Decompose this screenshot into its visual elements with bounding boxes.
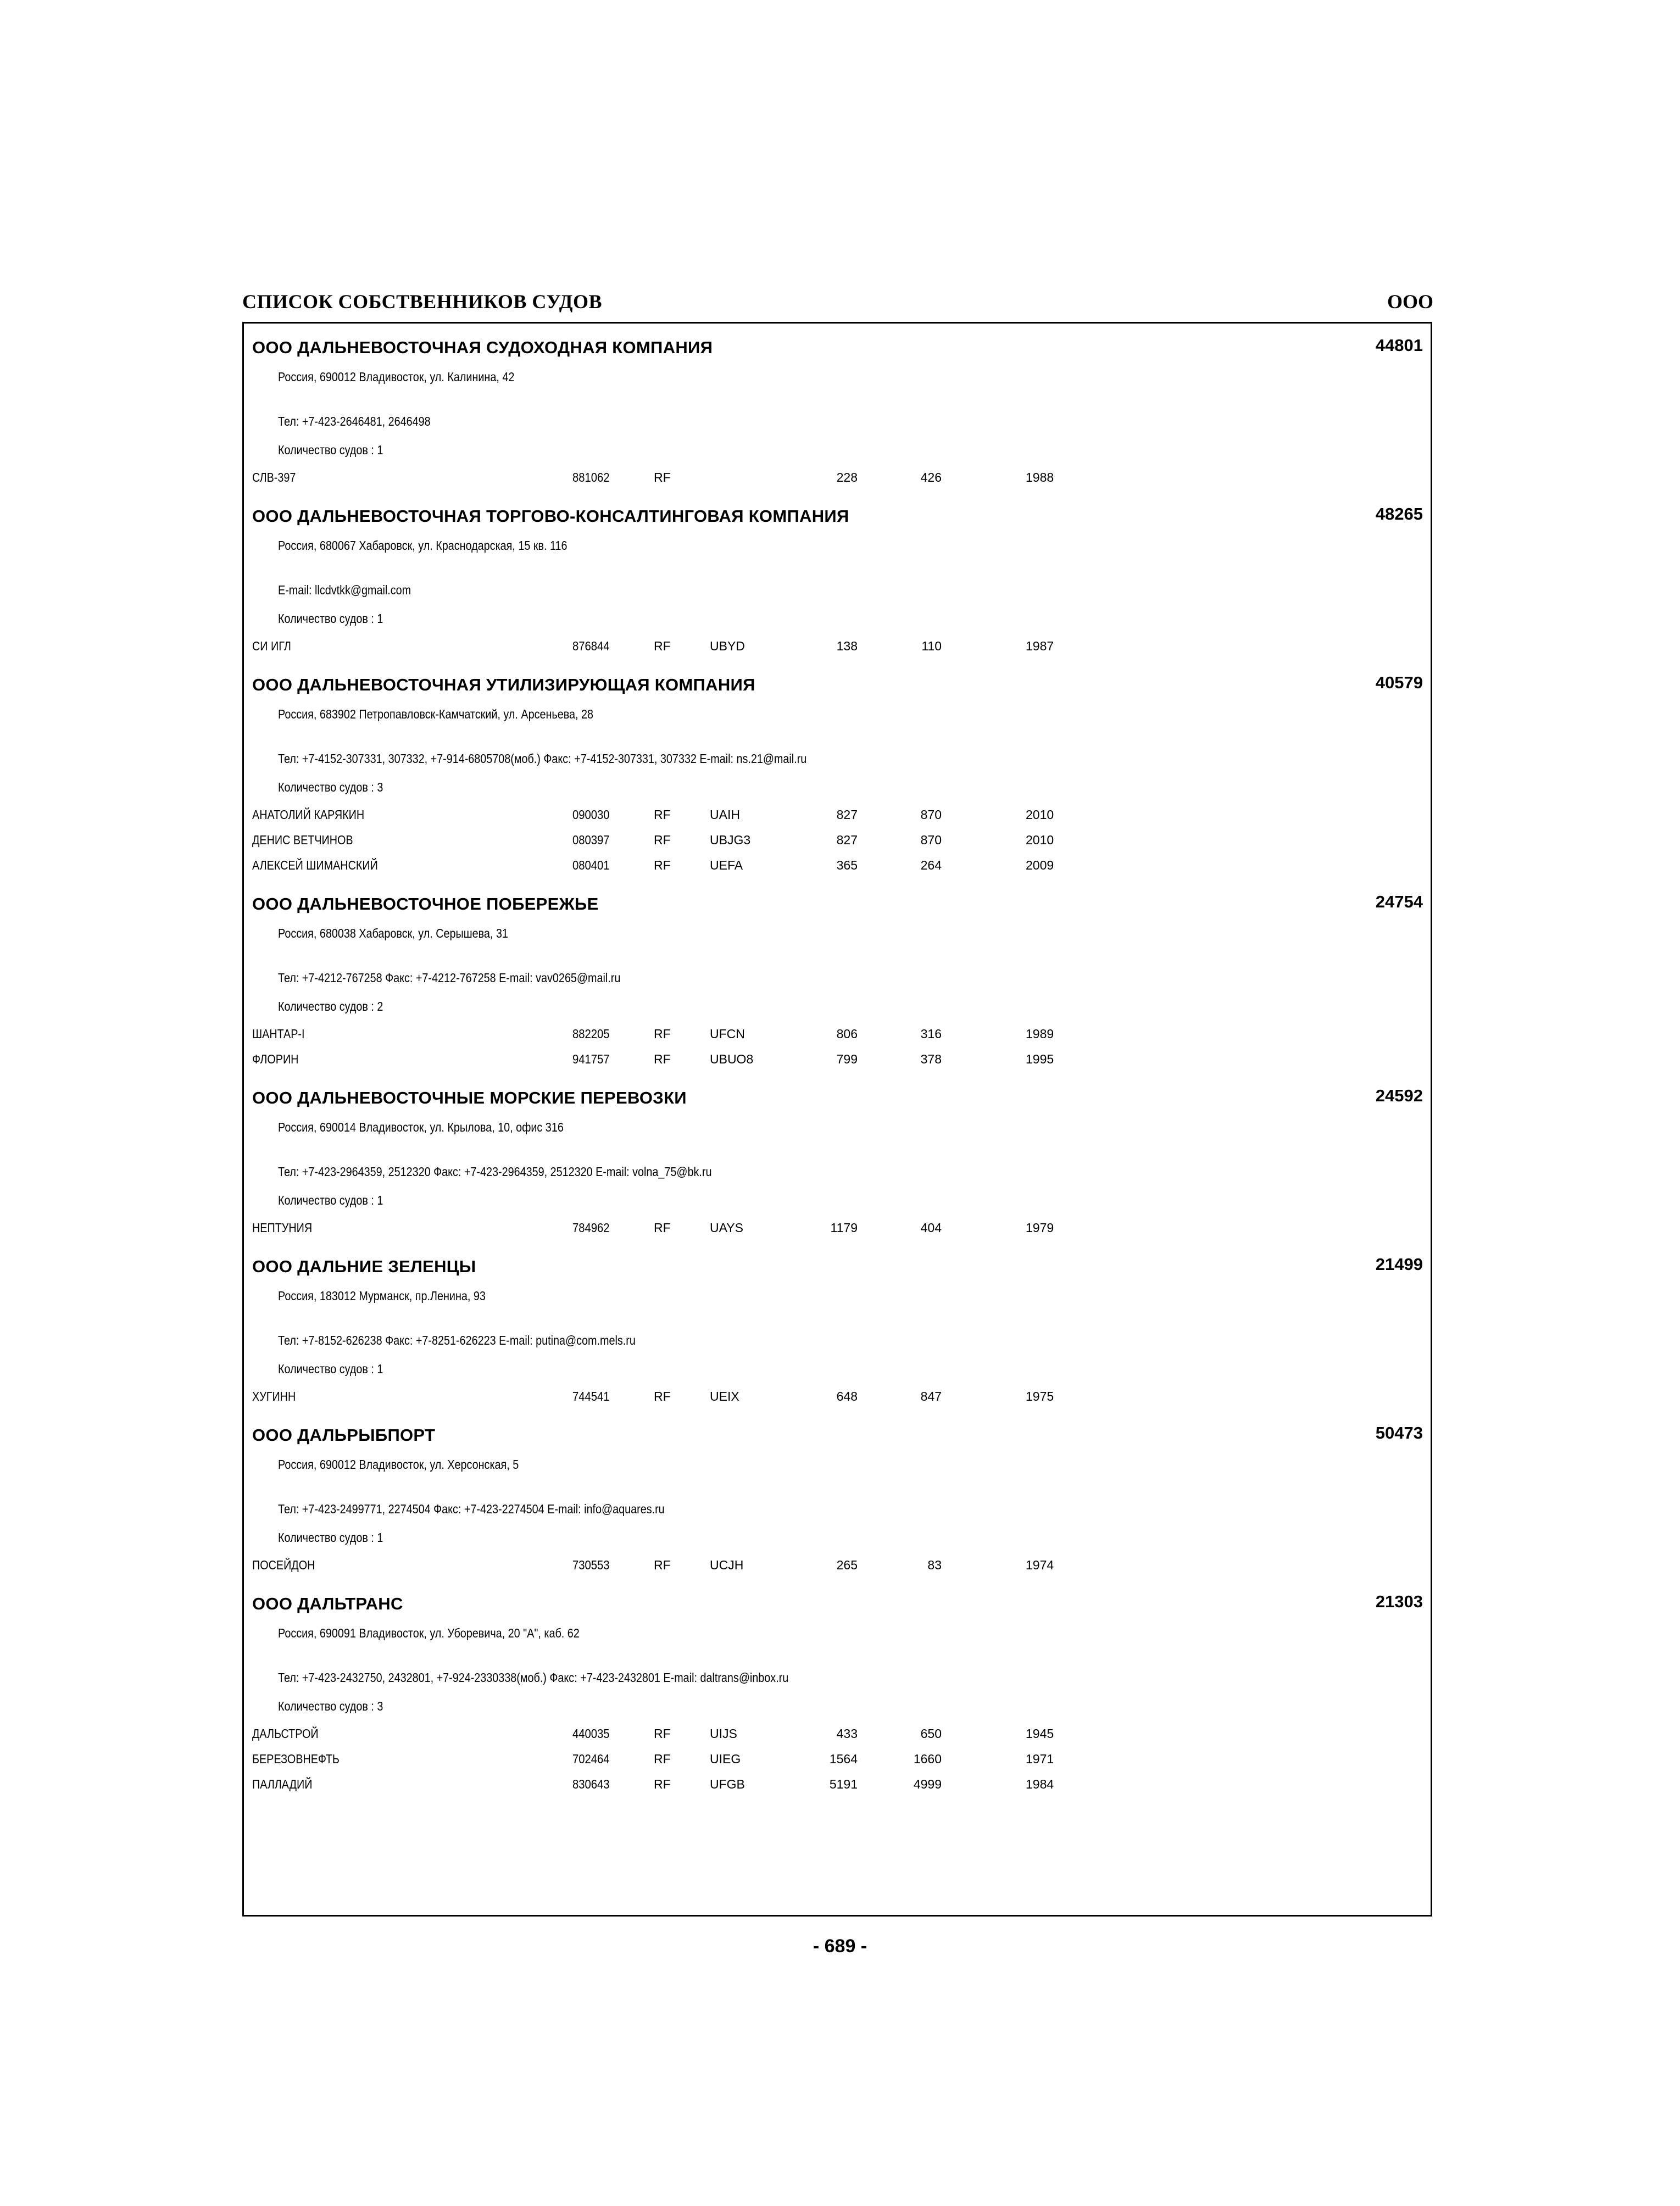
- vessel-year: 1975: [1026, 1389, 1054, 1403]
- vessel-row: [244, 1389, 1431, 1409]
- vessel-flag: RF: [654, 639, 671, 653]
- vessel-gt: 827: [836, 833, 858, 847]
- company-id: 50473: [1375, 1423, 1423, 1442]
- vessel-count: Количество судов : 3: [278, 780, 383, 794]
- vessel-year: 1974: [1026, 1558, 1054, 1572]
- vessel-gt: 365: [836, 858, 858, 872]
- vessel-dwt: 1660: [913, 1752, 942, 1766]
- vessel-gt: 1179: [830, 1221, 858, 1235]
- vessel-row: [244, 1221, 1431, 1240]
- company-address: Россия, 690012 Владивосток, ул. Херсонская, 5: [278, 1457, 519, 1472]
- company-id: 21303: [1375, 1592, 1423, 1611]
- vessel-number: 830643: [572, 1777, 610, 1791]
- vessel-name: ДАЛЬСТРОЙ: [252, 1726, 319, 1741]
- vessel-callsign: UAIH: [710, 807, 740, 822]
- vessel-gt: 5191: [829, 1777, 858, 1791]
- vessel-row: [244, 1752, 1431, 1772]
- vessel-callsign: UIEG: [710, 1752, 741, 1766]
- vessel-dwt: 378: [920, 1052, 942, 1066]
- vessel-year: 1945: [1026, 1726, 1054, 1741]
- vessel-name: ПАЛЛАДИЙ: [252, 1777, 313, 1791]
- vessel-gt: 806: [836, 1027, 858, 1041]
- vessel-name: ПОСЕЙДОН: [252, 1558, 315, 1572]
- company-id: 48265: [1375, 504, 1423, 523]
- vessel-name: АНАТОЛИЙ КАРЯКИН: [252, 807, 365, 822]
- section-label: ООО: [1387, 291, 1433, 313]
- company-name: ООО ДАЛЬРЫБПОРТ: [252, 1425, 436, 1445]
- vessel-number: 882205: [572, 1027, 610, 1041]
- vessel-flag: RF: [654, 1726, 671, 1741]
- vessel-row: [244, 833, 1431, 853]
- vessel-year: 1995: [1026, 1052, 1054, 1066]
- vessel-name: СИ ИГЛ: [252, 639, 291, 653]
- vessel-name: ДЕНИС ВЕТЧИНОВ: [252, 833, 353, 847]
- vessel-number: 702464: [572, 1752, 610, 1766]
- company-address: Россия, 680038 Хабаровск, ул. Серышева, 31: [278, 926, 508, 940]
- vessel-flag: RF: [654, 1752, 671, 1766]
- company-address: Россия, 690012 Владивосток, ул. Калинина, 42: [278, 370, 515, 384]
- vessel-dwt: 650: [920, 1726, 942, 1741]
- company-contacts: Тел: +7-423-2499771, 2274504 Факс: +7-423-2274504 E-mail: info@aquares.ru: [278, 1502, 665, 1516]
- vessel-year: 1984: [1026, 1777, 1054, 1791]
- company-id: 24754: [1375, 892, 1423, 911]
- vessel-row: [244, 1777, 1431, 1797]
- vessel-count: Количество судов : 2: [278, 999, 383, 1013]
- company-id: 21499: [1375, 1255, 1423, 1274]
- company-name: ООО ДАЛЬНЕВОСТОЧНОЕ ПОБЕРЕЖЬЕ: [252, 894, 599, 913]
- company-id: 44801: [1375, 336, 1423, 355]
- vessel-flag: RF: [654, 470, 671, 484]
- vessel-name: СЛВ-397: [252, 470, 296, 484]
- vessel-dwt: 4999: [913, 1777, 942, 1791]
- vessel-gt: 827: [836, 807, 858, 822]
- vessel-number: 440035: [572, 1726, 610, 1741]
- company-address: Россия, 690091 Владивосток, ул. Уборевича, 20 "А", каб. 62: [278, 1626, 580, 1640]
- vessel-dwt: 426: [920, 470, 942, 484]
- vessel-callsign: UCJH: [710, 1558, 744, 1572]
- vessel-dwt: 110: [921, 639, 942, 653]
- vessel-year: 1989: [1026, 1027, 1054, 1041]
- owners-list-frame: [242, 322, 1432, 1917]
- vessel-name: НЕПТУНИЯ: [252, 1221, 313, 1235]
- vessel-number: 744541: [572, 1389, 610, 1403]
- vessel-callsign: UBUO8: [710, 1052, 754, 1066]
- vessel-dwt: 316: [920, 1027, 942, 1041]
- vessel-year: 1971: [1026, 1752, 1054, 1766]
- vessel-dwt: 847: [920, 1389, 942, 1403]
- vessel-count: Количество судов : 1: [278, 1362, 383, 1376]
- vessel-year: 1979: [1026, 1221, 1054, 1235]
- company-contacts: Тел: +7-423-2646481, 2646498: [278, 414, 431, 428]
- vessel-row: [244, 1726, 1431, 1746]
- vessel-callsign: UEFA: [710, 858, 743, 872]
- vessel-count: Количество судов : 1: [278, 1530, 383, 1545]
- vessel-gt: 433: [836, 1726, 858, 1741]
- vessel-year: 2010: [1026, 807, 1054, 822]
- vessel-flag: RF: [654, 807, 671, 822]
- vessel-row: [244, 470, 1431, 490]
- vessel-dwt: 264: [920, 858, 942, 872]
- company-address: Россия, 680067 Хабаровск, ул. Краснодарская, 15 кв. 116: [278, 538, 568, 553]
- vessel-row: [244, 858, 1431, 878]
- vessel-count: Количество судов : 3: [278, 1699, 383, 1713]
- vessel-flag: RF: [654, 1777, 671, 1791]
- company-name: ООО ДАЛЬНЕВОСТОЧНАЯ СУДОХОДНАЯ КОМПАНИЯ: [252, 338, 713, 357]
- vessel-callsign: UFCN: [710, 1027, 745, 1041]
- vessel-count: Количество судов : 1: [278, 443, 383, 457]
- vessel-dwt: 83: [927, 1558, 942, 1572]
- vessel-callsign: UEIX: [710, 1389, 739, 1403]
- company-contacts: Тел: +7-423-2964359, 2512320 Факс: +7-423-2964359, 2512320 E-mail: volna_75@bk.ru: [278, 1165, 712, 1179]
- vessel-row: [244, 807, 1431, 827]
- vessel-dwt: 404: [920, 1221, 942, 1235]
- vessel-flag: RF: [654, 858, 671, 872]
- vessel-flag: RF: [654, 1558, 671, 1572]
- company-name: ООО ДАЛЬНЕВОСТОЧНЫЕ МОРСКИЕ ПЕРЕВОЗКИ: [252, 1088, 687, 1107]
- company-address: Россия, 683902 Петропавловск-Камчатский, ул. Арсеньева, 28: [278, 707, 593, 721]
- vessel-callsign: UAYS: [710, 1221, 743, 1235]
- company-name: ООО ДАЛЬНИЕ ЗЕЛЕНЦЫ: [252, 1257, 476, 1276]
- page-header: [242, 285, 1433, 317]
- document-title: СПИСОК СОБСТВЕННИКОВ СУДОВ: [242, 291, 603, 313]
- vessel-name: АЛЕКСЕЙ ШИМАНСКИЙ: [252, 858, 378, 872]
- vessel-year: 1987: [1026, 639, 1054, 653]
- vessel-row: [244, 639, 1431, 659]
- company-name: ООО ДАЛЬНЕВОСТОЧНАЯ УТИЛИЗИРУЮЩАЯ КОМПАНИЯ: [252, 675, 755, 694]
- vessel-name: БЕРЕЗОВНЕФТЬ: [252, 1752, 340, 1766]
- company-contacts: Тел: +7-4152-307331, 307332, +7-914-6805708(моб.) Факс: +7-4152-307331, 307332 E-mail: ns.21@mail.ru: [278, 751, 807, 766]
- vessel-callsign: UFGB: [710, 1777, 745, 1791]
- vessel-row: [244, 1027, 1431, 1046]
- company-id: 40579: [1375, 673, 1423, 692]
- vessel-gt: 799: [836, 1052, 858, 1066]
- vessel-number: 941757: [572, 1052, 610, 1066]
- vessel-row: [244, 1052, 1431, 1072]
- vessel-callsign: UBYD: [710, 639, 745, 653]
- vessel-gt: 228: [836, 470, 858, 484]
- vessel-row: [244, 1558, 1431, 1578]
- vessel-flag: RF: [654, 1221, 671, 1235]
- vessel-gt: 1564: [829, 1752, 858, 1766]
- vessel-dwt: 870: [920, 807, 942, 822]
- vessel-number: 784962: [572, 1221, 610, 1235]
- company-address: Россия, 183012 Мурманск, пр.Ленина, 93: [278, 1289, 486, 1303]
- vessel-flag: RF: [654, 833, 671, 847]
- company-contacts: E-mail: llcdvtkk@gmail.com: [278, 583, 411, 597]
- vessel-gt: 138: [836, 639, 858, 653]
- vessel-year: 2009: [1026, 858, 1054, 872]
- company-contacts: Тел: +7-8152-626238 Факс: +7-8251-626223 E-mail: putina@com.mels.ru: [278, 1333, 636, 1347]
- vessel-gt: 648: [836, 1389, 858, 1403]
- vessel-name: ФЛОРИН: [252, 1052, 299, 1066]
- vessel-flag: RF: [654, 1027, 671, 1041]
- company-contacts: Тел: +7-423-2432750, 2432801, +7-924-2330338(моб.) Факс: +7-423-2432801 E-mail: daltrans@inbox.ru: [278, 1670, 789, 1685]
- vessel-number: 090030: [572, 807, 610, 822]
- vessel-number: 080397: [572, 833, 610, 847]
- vessel-number: 080401: [572, 858, 610, 872]
- vessel-year: 1988: [1026, 470, 1054, 484]
- vessel-count: Количество судов : 1: [278, 1193, 383, 1207]
- vessel-name: ХУГИНН: [252, 1389, 296, 1403]
- vessel-number: 881062: [572, 470, 610, 484]
- vessel-callsign: UIJS: [710, 1726, 737, 1741]
- company-address: Россия, 690014 Владивосток, ул. Крылова, 10, офис 316: [278, 1120, 564, 1134]
- company-contacts: Тел: +7-4212-767258 Факс: +7-4212-767258 E-mail: vav0265@mail.ru: [278, 971, 621, 985]
- vessel-dwt: 870: [920, 833, 942, 847]
- company-id: 24592: [1375, 1086, 1423, 1105]
- vessel-number: 876844: [572, 639, 610, 653]
- vessel-gt: 265: [836, 1558, 858, 1572]
- vessel-callsign: UBJG3: [710, 833, 751, 847]
- company-name: ООО ДАЛЬНЕВОСТОЧНАЯ ТОРГОВО-КОНСАЛТИНГОВАЯ КОМПАНИЯ: [252, 506, 849, 526]
- page-number: - 689 -: [813, 1936, 867, 1957]
- vessel-flag: RF: [654, 1389, 671, 1403]
- vessel-flag: RF: [654, 1052, 671, 1066]
- vessel-name: ШАНТАР-I: [252, 1027, 305, 1041]
- company-name: ООО ДАЛЬТРАНС: [252, 1594, 403, 1613]
- vessel-year: 2010: [1026, 833, 1054, 847]
- vessel-number: 730553: [572, 1558, 610, 1572]
- vessel-count: Количество судов : 1: [278, 611, 383, 626]
